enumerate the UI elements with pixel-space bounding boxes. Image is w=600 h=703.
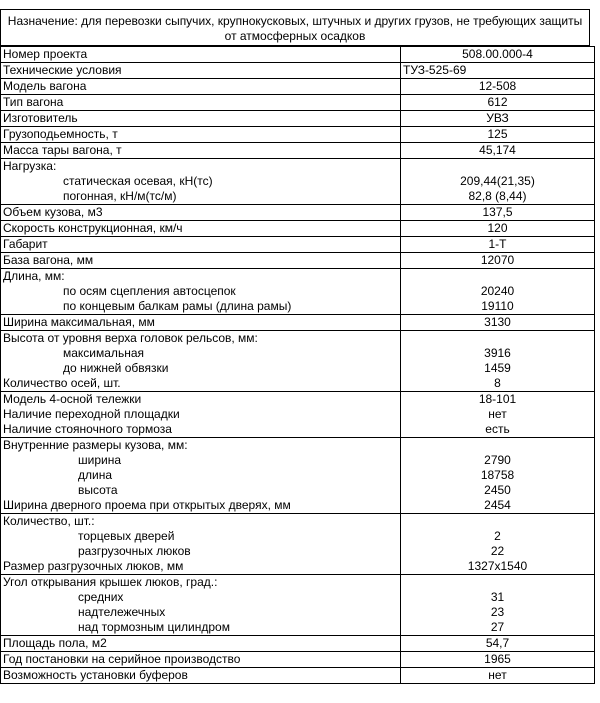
- row-sublabel: длина: [78, 468, 113, 482]
- table-row: [1, 438, 595, 514]
- table-row: [1, 127, 595, 143]
- row-label: Год постановки на серийное производство: [1, 652, 401, 668]
- table-row: [1, 63, 595, 79]
- table-row: [1, 269, 595, 315]
- row-label: Длина, мм:: [3, 269, 65, 283]
- row-value: 82,8 (8,44): [468, 189, 527, 203]
- row-value: 3130: [401, 315, 595, 331]
- row-value: 22: [490, 544, 505, 558]
- row-sublabel: надтележечных: [78, 605, 166, 619]
- table-row: [1, 79, 595, 95]
- row-label: Габарит: [1, 237, 401, 253]
- row-value: 20240: [480, 284, 515, 298]
- row-label: Тип вагона: [1, 95, 401, 111]
- row-value: 2450: [484, 483, 511, 497]
- row-label: Площадь пола, м2: [1, 636, 401, 652]
- table-row: [1, 95, 595, 111]
- row-value: 137,5: [401, 205, 595, 221]
- row-label: Номер проекта: [1, 47, 401, 63]
- table-row: [1, 636, 595, 652]
- row-sublabel: средних: [78, 590, 124, 604]
- row-sublabel: высота: [78, 483, 118, 497]
- row-value: ТУЗ-525-69: [401, 63, 595, 79]
- row-sublabel: максимальная: [63, 346, 144, 360]
- row-label: Наличие переходной площадки: [3, 407, 180, 421]
- row-value: 2: [494, 529, 501, 543]
- row-label: Нагрузка:: [3, 159, 57, 173]
- table-row: [1, 47, 595, 63]
- row-label: Модель 4-осной тележки: [3, 392, 142, 406]
- spec-sheet: [0, 9, 590, 684]
- table-row: [1, 253, 595, 269]
- table-row: [1, 652, 595, 668]
- row-value: 612: [401, 95, 595, 111]
- row-value: 1-Т: [401, 237, 595, 253]
- row-label: Количество, шт.:: [3, 514, 95, 528]
- row-sublabel: по концевым балкам рамы (длина рамы): [63, 299, 292, 313]
- row-sublabel: погонная, кН/м(тс/м): [63, 189, 177, 203]
- table-row: [1, 315, 595, 331]
- row-value: 45,174: [401, 143, 595, 159]
- purpose-header: Назначение: для перевозки сыпучих, крупнокусковых, штучных и других грузов, не требующих защиты от атмосферных осадков: [0, 9, 590, 46]
- row-label: Количество осей, шт.: [3, 376, 121, 390]
- row-label: Угол открывания крышек люков, град.:: [3, 575, 218, 589]
- row-label: Грузоподьемность, т: [1, 127, 401, 143]
- row-label: Масса тары вагона, т: [1, 143, 401, 159]
- row-value: 1327х1540: [467, 559, 528, 573]
- row-value: 1965: [401, 652, 595, 668]
- row-value: 12-508: [401, 79, 595, 95]
- row-value: УВЗ: [401, 111, 595, 127]
- row-sublabel: по осям сцепления автосцепок: [63, 284, 236, 298]
- row-sublabel: статическая осевая, кН(тс): [63, 174, 213, 188]
- row-label: Ширина дверного проема при открытых дверях, мм: [3, 498, 291, 512]
- row-value: 508.00.000-4: [401, 47, 595, 63]
- row-value: 12070: [401, 253, 595, 269]
- table-row: [1, 575, 595, 636]
- row-value: 2790: [484, 453, 511, 467]
- row-sublabel: торцевых дверей: [78, 529, 175, 543]
- table-row: [1, 237, 595, 253]
- row-label: Возможность установки буферов: [1, 668, 401, 684]
- row-sublabel: над тормозным цилиндром: [78, 620, 230, 634]
- table-row: [1, 392, 595, 438]
- row-value: 19110: [481, 299, 514, 313]
- row-value: нет: [488, 407, 507, 421]
- table-row: [1, 205, 595, 221]
- row-label: Изготовитель: [1, 111, 401, 127]
- table-row: [1, 159, 595, 205]
- row-label: Размер разгрузочных люков, мм: [3, 559, 184, 573]
- row-sublabel: разгрузочных люков: [78, 544, 191, 558]
- table-row: [1, 668, 595, 684]
- row-value: нет: [401, 668, 595, 684]
- row-value: 31: [490, 590, 505, 604]
- row-value: 8: [494, 376, 501, 390]
- table-row: [1, 514, 595, 575]
- table-row: [1, 111, 595, 127]
- row-value: 27: [490, 620, 505, 634]
- row-label: Технические условия: [1, 63, 401, 79]
- table-row: [1, 221, 595, 237]
- row-sublabel: ширина: [78, 453, 122, 467]
- row-label: Внутренние размеры кузова, мм:: [3, 438, 188, 452]
- row-value: 2454: [484, 498, 511, 512]
- row-sublabel: до нижней обвязки: [63, 361, 169, 375]
- row-value: 18-101: [478, 392, 517, 406]
- row-value: есть: [485, 422, 510, 436]
- row-label: Скорость конструкционная, км/ч: [1, 221, 401, 237]
- table-row: [1, 331, 595, 392]
- row-value: 1459: [484, 361, 511, 375]
- row-label: Объем кузова, м3: [1, 205, 401, 221]
- row-value: 209,44(21,35): [460, 174, 535, 188]
- row-label: Наличие стояночного тормоза: [3, 422, 172, 436]
- row-value: 120: [401, 221, 595, 237]
- row-label: Модель вагона: [1, 79, 401, 95]
- row-label: Ширина максимальная, мм: [1, 315, 401, 331]
- row-label: Высота от уровня верха головок рельсов, мм:: [3, 331, 258, 345]
- row-value: 3916: [484, 346, 511, 360]
- row-value: 18758: [480, 468, 515, 482]
- row-value: 23: [490, 605, 505, 619]
- spec-table: [0, 46, 595, 684]
- table-row: [1, 143, 595, 159]
- row-value: 125: [401, 127, 595, 143]
- row-label: База вагона, мм: [1, 253, 401, 269]
- row-value: 54,7: [401, 636, 595, 652]
